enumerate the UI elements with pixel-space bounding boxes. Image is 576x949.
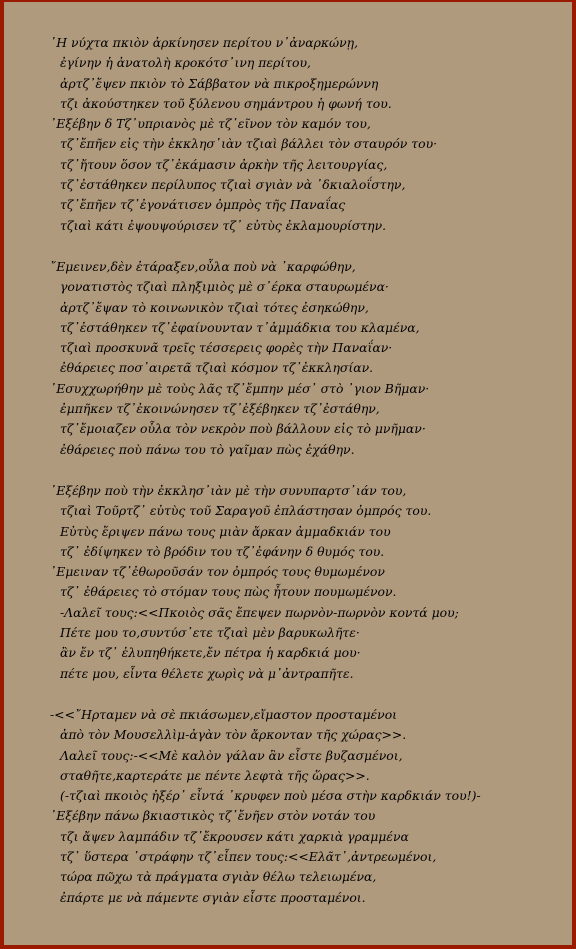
stanza-gap <box>50 684 570 705</box>
poem-line: ἐπάρτε με νὰ πάμεντε σγιὰν εἶστε προσταμένοι. <box>60 889 366 905</box>
stanza <box>50 33 570 236</box>
poem-line: τζ᾽ ἐθάρειες τὸ στόμαν τους πὼς ἦτουν πουμωμένον. <box>60 584 397 600</box>
poem-line: ᾽Εξέβην πάνω βκιαστικὸς τζ᾽ἔνῆεν στὸν νοτάν του <box>50 808 376 824</box>
poem-line: τζι ἄψεν λαμπάδιν τζ᾽ἔκρουσεν κάτι χαρκιὰ γραμμένα <box>60 828 409 844</box>
poem-line: τζ᾽ ὕστερα ᾽στράφην τζ᾽εἶπεν τους:<<Ελᾶτ᾽,ἀντρεωμένοι, <box>60 848 437 864</box>
poem-line: Λαλεῖ τους:-<<Μὲ καλὸν γάλαν ἂν εἶστε βυζασμένοι, <box>60 747 403 763</box>
stanza <box>50 257 570 460</box>
poem-line: τζ᾽ἔπῆεν τζ᾽ἐγονάτισεν ὀμπρὸς τῆς Παναΐας <box>60 197 346 213</box>
poem-line: ᾽Εμειναν τζ᾽ἐθωροῦσάν τον ὀμπρός τους θυμωμένον <box>50 564 385 580</box>
poem-line: Εὐτὺς ἔριψεν πάνω τους μιὰν ἄρκαν ἀμμαδκιάν του <box>60 523 391 539</box>
poem-line: ᾽Εξέβην δ Τζ᾽υπριανὸς μὲ τζ᾽εῖνον τὸν καμόν του, <box>50 116 371 132</box>
poem-line: ἐμπῆκεν τζ᾽ἐκοινώνησεν τζ᾽ἐξέβηκεν τζ᾽ἐστάθην, <box>60 401 380 417</box>
poem-line: ἀρτζ᾽ἔψαν τὸ κοινωνικὸν τζιαὶ τότες ἐσηκώθην, <box>60 299 369 315</box>
stanza <box>50 705 570 908</box>
poem-line: ἂν ἔν τζ᾽ ἐλυπηθήκετε,ἔν πέτρα ἡ καρδκιά μου· <box>60 645 361 661</box>
poem-line: τώρα πῶχω τὰ πράγματα σγιὰν θέλω τελειωμένα, <box>60 869 377 885</box>
stanza <box>50 481 570 684</box>
poem-line: ἐθάρειες ποσ᾽αιρετᾶ τζιαὶ κόσμον τζ᾽ἐκκλησίαν. <box>60 360 374 376</box>
poem-line: τζιαὶ προσκυνᾶ τρεῖς τέσσερεις φορὲς τὴν Παναΐαν· <box>60 340 393 356</box>
poem-line: ἐγίνην ἡ ἀνατολὴ κροκότσ᾽ινη περίτου, <box>60 55 311 71</box>
poem-line: τζ᾽ ἐδίψηκεν τὸ βρόδιν του τζ᾽ἐφάνην δ θυμός του. <box>60 543 385 559</box>
poem-line: ᾽Εξέβην ποὺ τὴν ἐκκλησ᾽ιὰν μὲ τὴν συνυπαρτσ᾽ιάν του, <box>50 482 407 498</box>
poem-line: ῾Η νύχτα πκιὸν ἀρκίνησεν περίτου ν᾽ἀναρκώνῃ, <box>50 35 359 50</box>
stanza-gap <box>50 460 570 481</box>
poem-line: τζιαὶ Τοῦρτζ᾽ εὐτὺς τοῦ Σαραγοῦ ἐπλάστησαν ὀμπρός του. <box>60 503 432 519</box>
poem-line: τζιαὶ κάτι ἐψουψούρισεν τζ᾽ εὐτὺς ἐκλαμουρίστην. <box>60 217 387 233</box>
poem-line: ἀπὸ τὸν Μουσελλὶμ-ἀγὰν τὸν ἄρκονταν τῆς χώρας>>. <box>60 727 407 743</box>
poem-line: ἀρτζ᾽ἔψεν πκιὸν τὸ Σάββατον νὰ πικροξημερώννη <box>60 75 379 91</box>
poem-line: πέτε μου, εἶντα θέλετε χωρὶς νὰ μ᾽ἀντραπῆτε. <box>60 665 354 681</box>
poem-line: τζι ἀκούστηκεν τοῦ ξύλενου σημάντρου ἡ φωνή του. <box>60 95 392 111</box>
poem-line: ῎Εμεινεν,δὲν ἐτάραξεν,οὖλα ποὺ νὰ ᾽καρφώθην, <box>50 258 356 274</box>
poem-text <box>50 33 570 908</box>
poem-line: τζ᾽ἐστάθηκεν περίλυπος τζιαὶ σγιὰν νὰ ᾽δκιαλοΐστην, <box>60 177 406 193</box>
poem-line: -Λαλεῖ τους:<<Πκοιὸς σᾶς ἔπεψεν πωρνὸν-πωρνὸν κοντά μου; <box>60 604 459 620</box>
poem-line: ἐθάρειες ποὺ πάνω του τὸ γαῖμαν πὼς ἐχάθην. <box>60 441 355 457</box>
poem-line: τζ᾽ἔπῆεν εἰς τὴν ἐκκλησ᾽ιὰν τζιαὶ βάλλει τὸν σταυρόν του· <box>60 136 438 152</box>
poem-line: τζ᾽ἐστάθηκεν τζ᾽ἐφαίνουνταν τ᾽ἀμμάδκια του κλαμένα, <box>60 319 420 335</box>
poem-line: (-τζιαὶ πκοιὸς ἠξέρ᾽ εἶντά ᾽κρυφεν ποὺ μέσα στὴν καρδκιάν του!)- <box>60 788 481 804</box>
poem-line: τζ᾽ἔμοιαζεν οὖλα τὸν νεκρὸν ποὺ βάλλουν εἰς τὸ μνῆμαν· <box>60 421 426 437</box>
poem-line: Πέτε μου το,συντύσ᾽ετε τζιαὶ μὲν βαρυκωλῆτε· <box>60 625 360 641</box>
stanza-gap <box>50 236 570 257</box>
poem-line: -<<῎Ηρταμεν νὰ σὲ πκιάσωμεν,εἴμαστον προσταμένοι <box>50 706 398 722</box>
poem-line: σταθῆτε,καρτεράτε με πέντε λεφτὰ τῆς ὥρας>>. <box>60 767 370 783</box>
poem-line: γονατιστὸς τζιαὶ πληξιμιὸς μὲ σ᾽έρκα σταυρωμένα· <box>60 279 389 295</box>
poem-line: τζ᾽ἤτουν ὅσον τζ᾽ἐκάμασιν ἀρκὴν τῆς λειτουργίας, <box>60 156 388 172</box>
poem-line: ᾽Εσυχχωρήθην μὲ τοὺς λᾶς τζ᾽ἔμπην μέσ᾽ στὸ ᾽γιον Βῆμαν· <box>50 380 430 396</box>
